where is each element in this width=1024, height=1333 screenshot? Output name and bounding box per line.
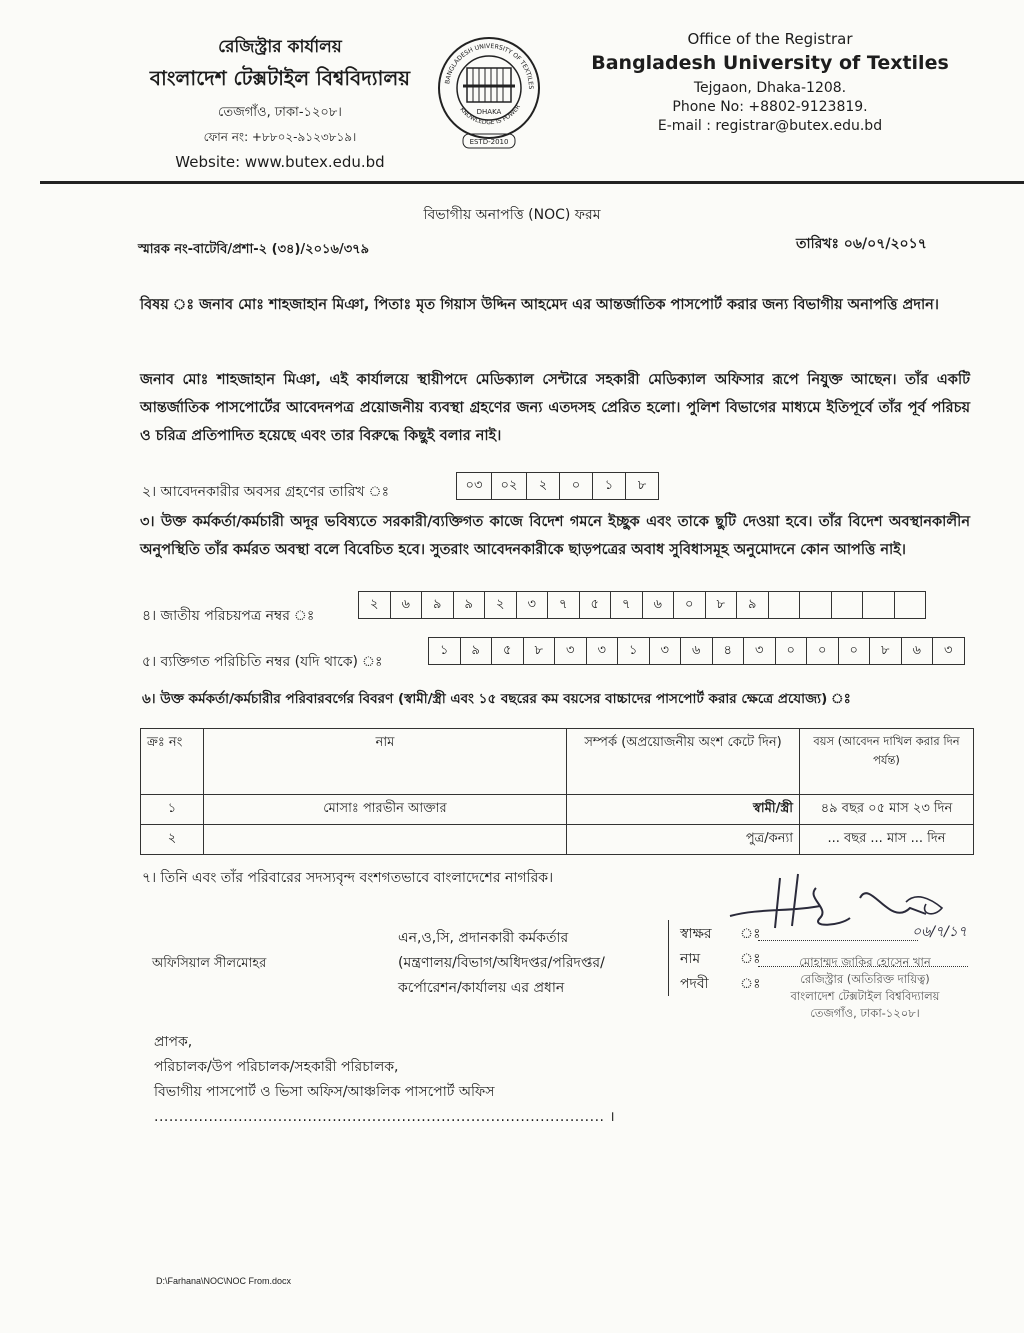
digit-box: ৬ xyxy=(681,638,713,664)
stamp-university: বাংলাদেশ টেক্সটাইল বিশ্ববিদ্যালয় xyxy=(790,989,940,1003)
digit-box: ৯ xyxy=(737,592,769,618)
website: Website: www.butex.edu.bd xyxy=(175,153,385,171)
digit-box xyxy=(863,592,895,618)
form-date: তারিখঃ ০৬/০৭/২০১৭ xyxy=(796,236,927,252)
digit-box: ০৩ xyxy=(457,473,492,499)
digit-box: ৮ xyxy=(637,477,647,493)
form-title: বিভাগীয় অনাপত্তি (NOC) ফরম xyxy=(423,207,601,223)
noc-authority-block xyxy=(398,926,605,1001)
item6-text: ৬। উক্ত কর্মকর্তা/কর্মচারীর পরিবারবর্গের বিবরণ (স্বামী/স্ত্রী এবং ১৫ বছরের কম বয়সের বাচ্চাদের পাসপোর্ট করার ক্ষেত্রে প্রযোজ্য) ঃ xyxy=(142,691,851,707)
stamp-designation: রেজিস্ট্রার (অতিরিক্ত দায়িত্ব) xyxy=(800,972,930,986)
digit-box: ০ xyxy=(839,638,871,664)
digit-box: ৩ xyxy=(587,638,619,664)
digit-box: ০ xyxy=(807,638,839,664)
digit-box: ২ xyxy=(359,592,391,618)
digit-box: ০ xyxy=(560,473,593,499)
header-bn-block xyxy=(130,34,430,171)
digit-box: ৯ xyxy=(422,592,454,618)
col-header-serial: ক্রঃ নং xyxy=(141,729,204,795)
registrar-stamp xyxy=(760,954,970,1022)
noc-authority-line3: কর্পোরেশন/কার্যালয় এর প্রধান xyxy=(398,980,565,996)
digit-box: ২ xyxy=(527,473,560,499)
cell-age: ... বছর ... মাস ... দিন xyxy=(800,825,974,855)
cell-relation: পুত্র/কন্যা xyxy=(567,825,800,855)
digit-box: ৫ xyxy=(492,638,524,664)
en-office-title: Office of the Registrar xyxy=(687,30,853,48)
recipient-line2: বিভাগীয় পাসপোর্ট ও ভিসা অফিস/আঞ্চলিক পাসপোর্ট অফিস xyxy=(154,1084,495,1100)
stamp-address: তেজগাঁও, ঢাকা-১২০৮। xyxy=(810,1006,920,1020)
recipient-label: প্রাপক, xyxy=(154,1034,193,1050)
post-label: পদবী xyxy=(680,976,709,992)
en-address: Tejgaon, Dhaka-1208. xyxy=(693,80,847,96)
digit-box: ৫ xyxy=(580,592,612,618)
name-label: নাম xyxy=(680,951,701,967)
svg-text:KNOWLEDGE IS POWER: KNOWLEDGE IS POWER xyxy=(458,103,522,127)
university-seal xyxy=(435,30,543,154)
cell-serial: ১ xyxy=(141,795,204,825)
item3-text: ৩। উক্ত কর্মকর্তা/কর্মচারী অদূর ভবিষ্যতে সরকারী/ব্যক্তিগত কাজে বিদেশ গমনে ইচ্ছুক এবং তাকে ছুটি দেওয়া হবে। তাঁর বিদেশ অবস্থানকালীন অনুপস্থিতি তাঁর কর্মরত অবস্থা বলে বিবেচিত হবে। সুতরাং আবেদনকারীকে ছাড়পত্রের অবাধ সুবিধাসমূহ অনুমোদনে কোন আপত্তি নাই। xyxy=(140,514,970,558)
col-header-relation: সম্পর্ক (অপ্রয়োজনীয় অংশ কেটে দিন) xyxy=(567,729,800,795)
digit-box: ১ xyxy=(618,638,650,664)
bn-address: তেজগাঁও, ঢাকা-১২০৮। xyxy=(218,105,342,120)
header-en-block xyxy=(580,30,960,134)
item5-label: ৫। ব্যক্তিগত পরিচিতি নম্বর (যদি থাকে) ঃ xyxy=(142,654,383,670)
recipient-line1: পরিচালক/উপ পরিচালক/সহকারী পরিচালক, xyxy=(154,1059,399,1075)
family-table xyxy=(140,728,974,855)
digit-box xyxy=(895,592,926,618)
col-header-age: বয়স (আবেদন দাখিল করার দিন পর্যন্ত) xyxy=(800,729,974,795)
digit-box: ৬ xyxy=(391,592,423,618)
svg-text:DHAKA: DHAKA xyxy=(476,108,502,116)
digit-box xyxy=(800,592,832,618)
item2-label: ২। আবেদনকারীর অবসর গ্রহণের তারিখ ঃ xyxy=(142,484,390,500)
nid-boxes xyxy=(358,591,926,619)
seal-logo-icon xyxy=(435,30,543,154)
digit-box: ৪ xyxy=(713,638,745,664)
digit-box: ২ xyxy=(485,592,517,618)
retirement-date-boxes xyxy=(456,472,659,500)
personal-id-boxes xyxy=(428,637,965,665)
cell-serial: ২ xyxy=(141,825,204,855)
colon: ঃ xyxy=(740,926,761,942)
digit-box: ৯ xyxy=(454,592,486,618)
cell-name xyxy=(204,825,567,855)
svg-text:ESTD-2010: ESTD-2010 xyxy=(469,138,509,146)
noc-authority-line2: (মন্ত্রণালয়/বিভাগ/অধিদপ্তর/পরিদপ্তর/ xyxy=(398,955,605,971)
digit-box: ০ xyxy=(674,592,706,618)
en-university-name: Bangladesh University of Textiles xyxy=(591,52,949,74)
digit-box: ৩ xyxy=(555,638,587,664)
colon: ঃ xyxy=(740,976,761,992)
digit-box: ১ xyxy=(429,638,461,664)
recipient-dots: ........................................................................................... । xyxy=(154,1109,616,1125)
recipient-block xyxy=(154,1030,615,1130)
col-header-name: নাম xyxy=(204,729,567,795)
bn-university-name: বাংলাদেশ টেক্সটাইল বিশ্ববিদ্যালয় xyxy=(149,66,411,90)
noc-authority-line1: এন,ও,সি, প্রদানকারী কর্মকর্তার xyxy=(398,930,569,946)
digit-box xyxy=(832,592,864,618)
en-email: E-mail : registrar@butex.edu.bd xyxy=(657,118,883,134)
signature-date: ০৬/৭/১৭ xyxy=(912,924,967,940)
digit-box: ০ xyxy=(776,638,808,664)
bn-office-title: রেজিস্ট্রার কার্যালয় xyxy=(218,37,342,57)
item7-text: ৭। তিনি এবং তাঁর পরিবারের সদস্যবৃন্দ বংশগতভাবে বাংলাদেশের নাগরিক। xyxy=(142,870,554,886)
bn-phone: ফোন নং: +৮৮০২-৯১২৩৮১৯। xyxy=(203,130,357,144)
digit-box: ১ xyxy=(593,473,626,499)
cell-age: ৪৯ বছর ০৫ মাস ২৩ দিন xyxy=(800,795,974,825)
colon: ঃ xyxy=(740,951,761,967)
digit-box: ৩ xyxy=(650,638,682,664)
sig-bracket xyxy=(668,920,669,996)
digit-box: ৬ xyxy=(643,592,675,618)
table-row xyxy=(141,825,974,855)
item4-label: ৪। জাতীয় পরিচয়পত্র নম্বর ঃ xyxy=(142,608,315,624)
digit-box: ৬ xyxy=(902,638,934,664)
table-header-row xyxy=(141,729,974,795)
digit-box: ৮ xyxy=(524,638,556,664)
subject-text: বিষয় ঃ জনাব মোঃ শাহজাহান মিঞা, পিতাঃ মৃত গিয়াস উদ্দিন আহমেদ এর আন্তর্জাতিক পাসপোর্ট করার জন্য বিভাগীয় অনাপত্তি প্রদান। xyxy=(140,297,939,313)
en-phone: Phone No: +8802-9123819. xyxy=(672,99,868,115)
digit-box: ৯ xyxy=(461,638,493,664)
digit-box: ৩ xyxy=(517,592,549,618)
sig-label: স্বাক্ষর xyxy=(680,926,712,942)
sig-labels xyxy=(680,922,712,997)
official-seal-label: অফিসিয়াল সীলমোহর xyxy=(152,956,267,971)
stamp-name: মোহাম্মদ জাকির হোসেন খান xyxy=(799,955,931,969)
digit-box: ৭ xyxy=(548,592,580,618)
digit-box: ৮ xyxy=(870,638,902,664)
table-row xyxy=(141,795,974,825)
digit-box xyxy=(769,592,801,618)
digit-box: ০২ xyxy=(492,473,527,499)
file-path: D:\Farhana\NOC\NOC From.docx xyxy=(156,1276,292,1286)
cell-relation: স্বামী/স্ত্রী xyxy=(567,795,800,825)
digit-box: ৭ xyxy=(611,592,643,618)
memo-number: স্মারক নং-বাটেবি/প্রশা-২ (৩৪)/২০১৬/৩৭৯ xyxy=(138,242,370,257)
digit-box: ৩ xyxy=(744,638,776,664)
digit-box: ৩ xyxy=(944,642,953,658)
body-paragraph: জনাব মোঃ শাহজাহান মিঞা, এই কার্যালয়ে স্থায়ীপদে মেডিক্যাল সেন্টারে সহকারী মেডিক্যাল অফিসার রূপে নিযুক্ত আছেন। তাঁর একটি আন্তর্জাতিক পাসপোর্টের আবেদনপত্র প্রয়োজনীয় ব্যবস্থা গ্রহণের জন্য এতদসহ প্রেরিত হলো। পুলিশ বিভাগের মাধ্যমে ইতিপূর্বে তাঁর পূর্ব পরিচয় ও চরিত্র প্রতিপাদিত হয়েছে এবং তার বিরুদ্ধে কিছুই বলার নাই। xyxy=(140,372,970,444)
header-divider xyxy=(40,181,1024,184)
svg-text:BANGLADESH UNIVERSITY OF TEXTI: BANGLADESH UNIVERSITY OF TEXTILES xyxy=(444,42,535,90)
cell-name: মোসাঃ পারভীন আক্তার xyxy=(204,795,567,825)
digit-box: ৮ xyxy=(706,592,738,618)
